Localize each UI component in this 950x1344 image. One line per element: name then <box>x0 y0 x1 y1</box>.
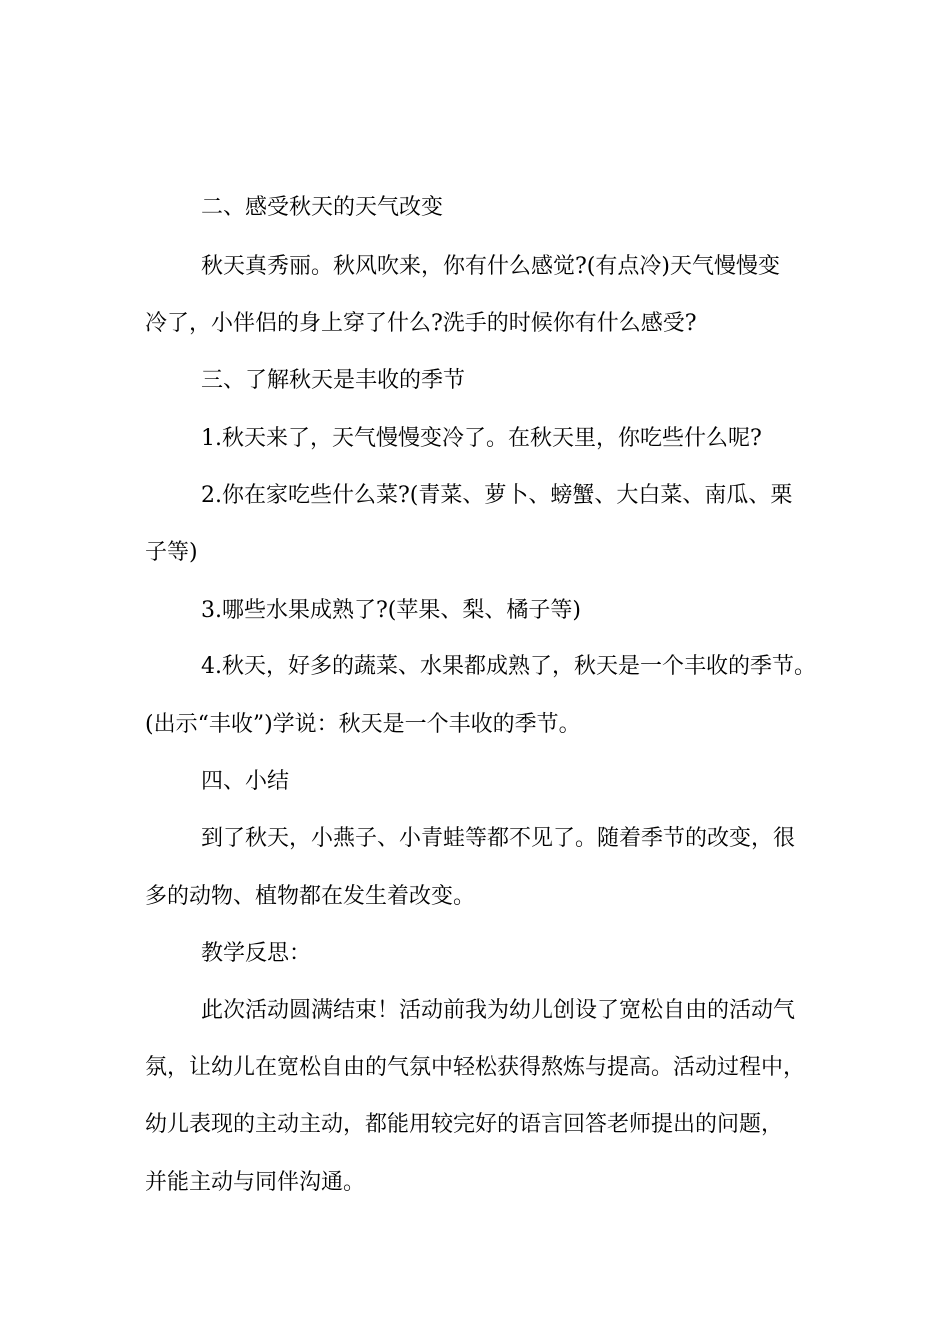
section-heading-weather: 二、感受秋天的天气改变 <box>201 195 444 220</box>
list-item: 2.你在家吃些什么菜?(青菜、萝卜、螃蟹、大白菜、南瓜、栗 <box>201 483 793 508</box>
paragraph-line: 秋天真秀丽。秋风吹来，你有什么感觉?(有点冷)天气慢慢变 <box>201 254 780 279</box>
section-heading-harvest: 三、了解秋天是丰收的季节 <box>201 368 466 393</box>
list-item: 3.哪些水果成熟了?(苹果、梨、橘子等) <box>201 598 581 623</box>
section-heading-summary: 四、小结 <box>201 769 290 794</box>
list-item: 1.秋天来了，天气慢慢变冷了。在秋天里，你吃些什么呢? <box>201 426 762 451</box>
paragraph-line: 并能主动与同伴沟通。 <box>145 1170 366 1195</box>
paragraph-line: 幼儿表现的主动主动，都能用较完好的语言回答老师提出的问题， <box>145 1112 784 1137</box>
list-item-continuation: (出示“丰收”)学说：秋天是一个丰收的季节。 <box>145 712 581 737</box>
paragraph-line: 此次活动圆满结束！活动前我为幼儿创设了宽松自由的活动气 <box>201 998 796 1023</box>
paragraph-line: 冷了，小伴侣的身上穿了什么?洗手的时候你有什么感受? <box>145 311 697 336</box>
section-heading-reflection: 教学反思： <box>201 941 312 966</box>
list-item-continuation: 子等) <box>145 540 198 565</box>
paragraph-line: 到了秋天，小燕子、小青蛙等都不见了。随着季节的改变，很 <box>201 826 796 851</box>
paragraph-line: 氛，让幼儿在宽松自由的气氛中轻松获得熬炼与提高。活动过程中， <box>145 1055 806 1080</box>
paragraph-line: 多的动物、植物都在发生着改变。 <box>145 884 476 909</box>
list-item: 4.秋天，好多的蔬菜、水果都成熟了，秋天是一个丰收的季节。 <box>201 654 816 679</box>
